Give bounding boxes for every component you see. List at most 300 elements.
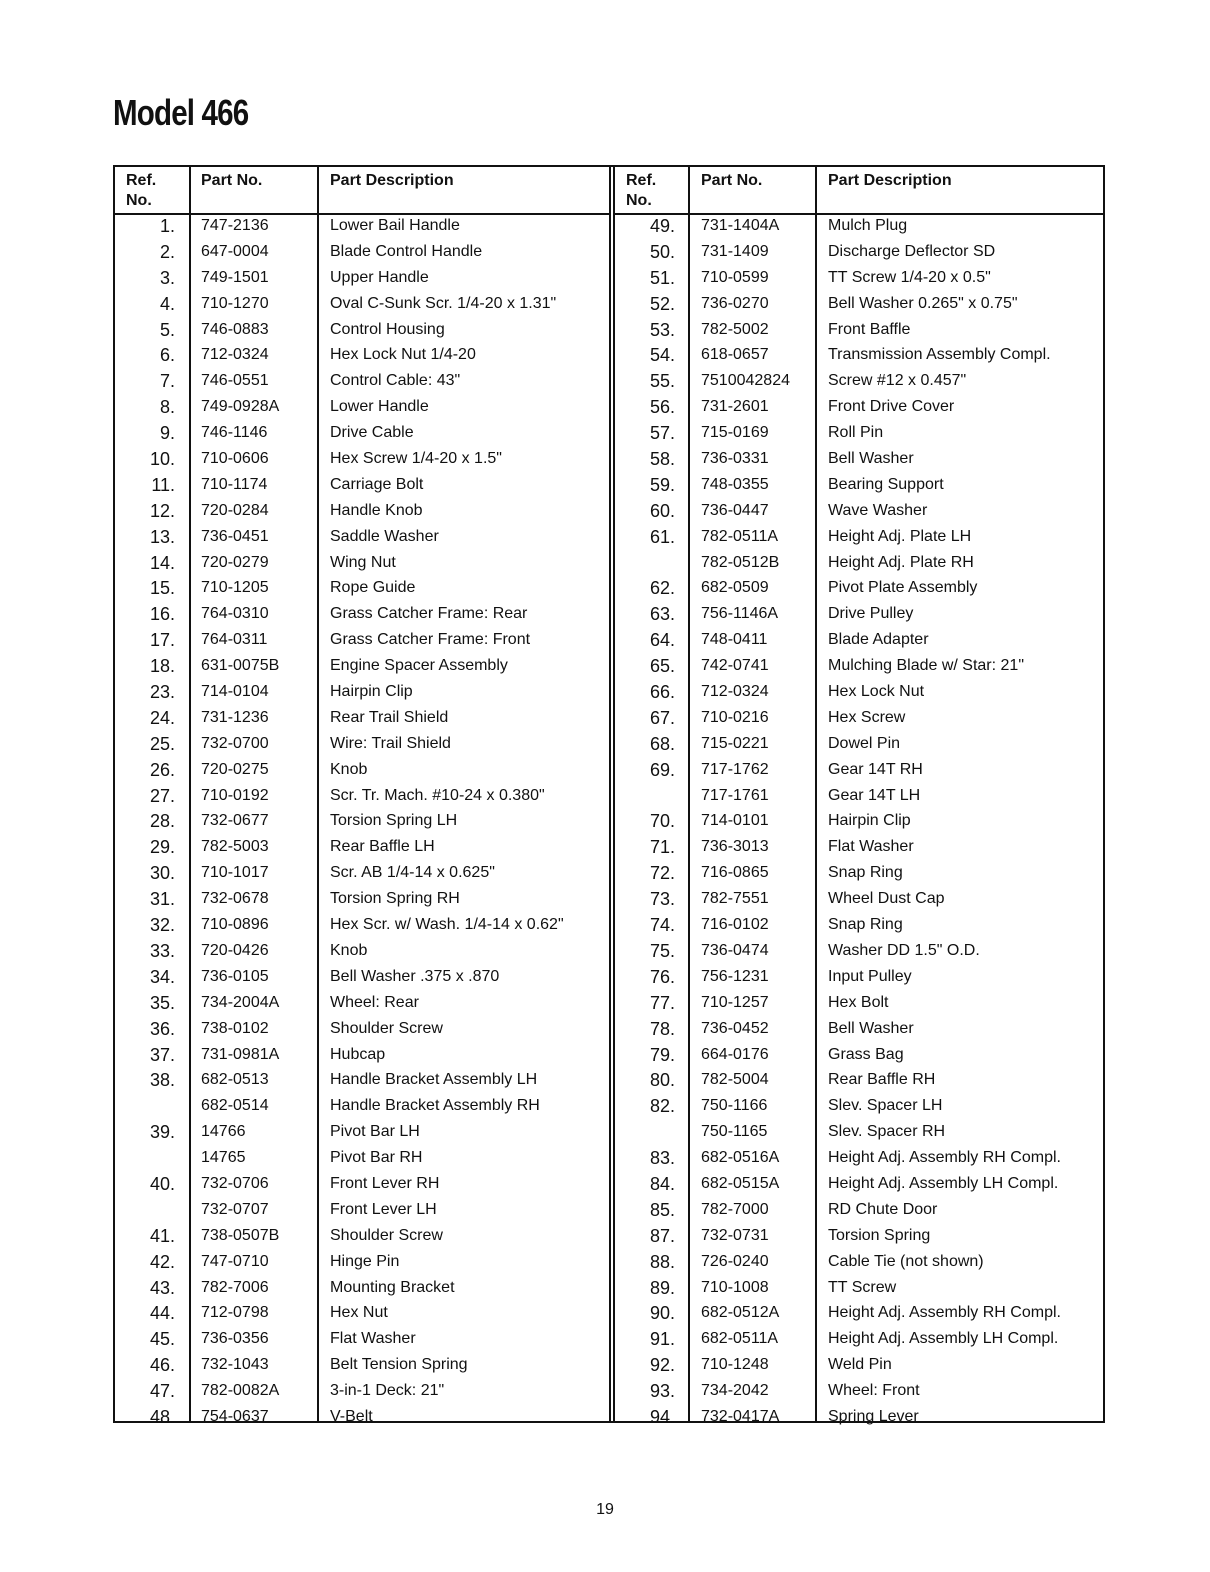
part-number: 764-0310 — [201, 605, 269, 623]
ref-number: 16. — [149, 604, 175, 625]
part-number: 732-0678 — [201, 890, 269, 908]
table-row — [615, 370, 1105, 396]
part-description: Weld Pin — [828, 1356, 892, 1374]
part-number: 710-0896 — [201, 916, 269, 934]
table-row — [615, 966, 1105, 992]
part-number: 731-1236 — [201, 708, 269, 726]
part-description: V-Belt — [330, 1407, 373, 1425]
part-number: 731-1404A — [701, 217, 780, 234]
part-number: 746-0883 — [201, 320, 269, 338]
part-description: Wing Nut — [330, 553, 396, 571]
part-description: Height Adj. Assembly RH Compl. — [828, 1304, 1061, 1322]
part-number: 717-1762 — [701, 760, 769, 778]
table-row — [115, 1302, 609, 1328]
table-row — [115, 267, 609, 293]
part-description: Scr. AB 1/4-14 x 0.625" — [330, 864, 495, 882]
table-row — [615, 1069, 1105, 1095]
ref-number: 83. — [649, 1148, 675, 1169]
part-number: 710-0216 — [701, 708, 769, 726]
part-description: Rear Baffle RH — [828, 1071, 936, 1089]
part-description: Hinge Pin — [330, 1252, 400, 1270]
ref-number: 10. — [149, 449, 175, 470]
ref-number: 1. — [159, 216, 175, 236]
table-row — [115, 888, 609, 914]
part-number: 747-0710 — [201, 1252, 269, 1270]
part-description: Carriage Bolt — [330, 475, 424, 493]
table-row — [615, 759, 1105, 785]
table-row — [115, 1018, 609, 1044]
part-description: Scr. Tr. Mach. #10-24 x 0.380" — [330, 786, 545, 804]
part-description: Wire: Trail Shield — [330, 734, 451, 752]
ref-number: 67. — [649, 707, 675, 728]
table-row — [115, 992, 609, 1018]
part-number: 749-1501 — [201, 268, 269, 286]
part-description: Dowel Pin — [828, 734, 901, 752]
part-number: 756-1146A — [701, 605, 779, 623]
part-number: 710-1008 — [701, 1278, 769, 1296]
part-description: Bell Washer — [828, 1019, 914, 1037]
ref-number: 26. — [149, 759, 175, 780]
parts-table — [113, 165, 1105, 1427]
part-number: 720-0279 — [201, 553, 269, 571]
part-description: Bell Washer 0.265" x 0.75" — [828, 294, 1018, 312]
part-number: 710-1205 — [201, 579, 269, 597]
part-description: Hex Scr. w/ Wash. 1/4-14 x 0.62" — [330, 916, 564, 934]
part-number: 782-7551 — [701, 890, 769, 908]
ref-number: 49. — [649, 216, 675, 236]
part-number: 714-0101 — [701, 812, 769, 830]
ref-number: 38. — [149, 1070, 175, 1091]
part-number: 736-0105 — [201, 967, 269, 985]
table-row — [615, 1302, 1105, 1328]
part-description: Hex Lock Nut 1/4-20 — [330, 346, 476, 364]
part-number: 682-0511A — [701, 1330, 779, 1348]
table-row — [615, 396, 1105, 422]
part-description: Height Adj. Assembly LH Compl. — [828, 1174, 1059, 1192]
table-row — [115, 1044, 609, 1070]
part-number: 782-0082A — [201, 1382, 280, 1400]
ref-number: 46. — [149, 1355, 175, 1376]
table-row — [115, 319, 609, 345]
part-number: 746-1146 — [201, 424, 268, 442]
header-ref-line1: Ref. — [126, 172, 157, 189]
part-number: 731-2601 — [701, 398, 769, 416]
ref-number: 33. — [149, 940, 175, 961]
ref-number: 82. — [649, 1096, 675, 1117]
part-description: Control Housing — [330, 320, 445, 338]
part-description: Height Adj. Plate RH — [828, 553, 974, 571]
part-number: 732-0706 — [201, 1174, 269, 1192]
part-description: Gear 14T RH — [828, 760, 923, 778]
part-description: Mounting Bracket — [330, 1278, 455, 1296]
ref-number: 37. — [149, 1044, 175, 1065]
table-row — [615, 422, 1105, 448]
ref-number: 73. — [649, 889, 675, 910]
part-description: Handle Bracket Assembly RH — [330, 1097, 540, 1115]
part-number: 716-0102 — [701, 916, 769, 934]
ref-number: 78. — [649, 1018, 675, 1039]
ref-number: 2. — [159, 241, 175, 262]
part-number: 782-5002 — [701, 320, 769, 338]
ref-number: 44. — [149, 1303, 175, 1324]
part-number: 710-1017 — [201, 864, 269, 882]
part-number: 782-7006 — [201, 1278, 269, 1296]
ref-number: 23. — [149, 682, 175, 703]
part-number: 754-0637 — [201, 1407, 269, 1425]
part-number: 747-2136 — [201, 217, 269, 234]
part-number: 14766 — [201, 1123, 246, 1141]
part-description: Cable Tie (not shown) — [828, 1252, 984, 1270]
part-number: 726-0240 — [701, 1252, 769, 1270]
parts-table-right-half — [613, 167, 1105, 1427]
part-number: 749-0928A — [201, 398, 280, 416]
table-row — [115, 810, 609, 836]
ref-number: 6. — [159, 345, 175, 366]
part-number: 782-5003 — [201, 838, 269, 856]
part-description: Drive Cable — [330, 424, 414, 442]
part-number: 742-0741 — [701, 657, 769, 675]
part-number: 682-0513 — [201, 1071, 269, 1089]
part-number: 664-0176 — [701, 1045, 769, 1063]
part-description: Shoulder Screw — [330, 1226, 443, 1244]
part-description: Control Cable: 43" — [330, 372, 461, 390]
table-row — [115, 1069, 609, 1095]
table-row — [115, 785, 609, 811]
part-number: 782-5004 — [701, 1071, 769, 1089]
part-number: 736-0451 — [201, 527, 269, 545]
page-title: Model 466 — [113, 92, 249, 133]
ref-number: 4. — [159, 293, 175, 314]
table-row — [615, 1147, 1105, 1173]
part-number: 647-0004 — [201, 242, 269, 260]
part-description: Bell Washer .375 x .870 — [330, 967, 500, 985]
table-row — [115, 1277, 609, 1303]
table-row — [615, 1354, 1105, 1380]
ref-number: 8. — [159, 397, 175, 418]
ref-number: 39. — [149, 1122, 175, 1143]
part-description: Snap Ring — [828, 916, 903, 934]
ref-number: 48. — [149, 1406, 175, 1427]
part-description: Front Lever LH — [330, 1200, 437, 1218]
header-description: Part Description — [330, 172, 454, 189]
part-description: 3-in-1 Deck: 21" — [330, 1382, 445, 1400]
table-row — [115, 707, 609, 733]
page-number: 19 — [596, 1501, 614, 1518]
table-row — [615, 500, 1105, 526]
ref-number: 34. — [149, 966, 175, 987]
ref-number: 5. — [159, 319, 175, 340]
table-body-right — [615, 215, 1105, 1432]
table-row — [615, 785, 1105, 811]
ref-number: 53. — [649, 319, 675, 340]
part-description: Front Lever RH — [330, 1174, 440, 1192]
table-row — [615, 733, 1105, 759]
table-row — [615, 1173, 1105, 1199]
table-row — [115, 1199, 609, 1225]
ref-number: 15. — [149, 578, 175, 599]
table-row — [615, 629, 1105, 655]
table-row — [115, 1328, 609, 1354]
table-row — [615, 1018, 1105, 1044]
part-number: 764-0311 — [201, 631, 268, 649]
part-number: 720-0275 — [201, 760, 269, 778]
part-description: Pivot Bar LH — [330, 1123, 420, 1141]
part-description: Handle Knob — [330, 501, 423, 519]
header-ref-line2: No. — [126, 192, 152, 209]
part-description: Mulch Plug — [828, 217, 908, 234]
part-description: Lower Handle — [330, 398, 429, 416]
ref-number: 13. — [149, 526, 175, 547]
part-number: 748-0411 — [701, 631, 768, 649]
part-description: Height Adj. Plate LH — [828, 527, 972, 545]
table-row — [115, 448, 609, 474]
table-row — [115, 603, 609, 629]
part-number: 734-2042 — [701, 1382, 769, 1400]
table-row — [615, 1199, 1105, 1225]
part-number: 710-1174 — [201, 475, 268, 493]
ref-number: 71. — [649, 837, 675, 858]
part-description: Mulching Blade w/ Star: 21" — [828, 657, 1024, 675]
table-row — [615, 1121, 1105, 1147]
part-number: 710-0599 — [701, 268, 769, 286]
part-description: Wheel: Rear — [330, 993, 419, 1011]
ref-number: 42. — [149, 1251, 175, 1272]
part-description: Height Adj. Assembly RH Compl. — [828, 1149, 1061, 1167]
table-row — [615, 1328, 1105, 1354]
ref-number: 25. — [149, 733, 175, 754]
table-row — [115, 759, 609, 785]
table-row — [115, 681, 609, 707]
ref-number: 55. — [649, 371, 675, 392]
part-number: 734-2004A — [201, 993, 280, 1011]
table-row — [115, 914, 609, 940]
part-number: 618-0657 — [701, 346, 769, 364]
table-row — [615, 577, 1105, 603]
part-description: Discharge Deflector SD — [828, 242, 996, 260]
part-description: Pivot Plate Assembly — [828, 579, 978, 597]
part-number: 738-0102 — [201, 1019, 269, 1037]
ref-number: 17. — [149, 630, 175, 651]
part-number: 715-0169 — [701, 424, 769, 442]
part-description: Rear Trail Shield — [330, 708, 449, 726]
table-row — [115, 966, 609, 992]
part-number: 782-7000 — [701, 1200, 769, 1218]
part-number: 732-0417A — [701, 1407, 780, 1425]
table-row — [115, 1380, 609, 1406]
ref-number: 43. — [149, 1277, 175, 1298]
part-description: Hex Nut — [330, 1304, 388, 1322]
part-description: RD Chute Door — [828, 1200, 938, 1218]
ref-number: 92. — [649, 1355, 675, 1376]
part-description: Pivot Bar RH — [330, 1149, 423, 1167]
part-description: TT Screw — [828, 1278, 897, 1296]
ref-number: 77. — [649, 992, 675, 1013]
table-row — [115, 940, 609, 966]
part-number: 682-0512A — [701, 1304, 780, 1322]
table-row — [615, 344, 1105, 370]
ref-number: 64. — [649, 630, 675, 651]
table-row — [115, 552, 609, 578]
part-number: 756-1231 — [701, 967, 769, 985]
part-description: Rear Baffle LH — [330, 838, 435, 856]
table-row — [615, 914, 1105, 940]
part-number: 710-1248 — [701, 1356, 769, 1374]
part-number: 712-0324 — [701, 683, 769, 701]
ref-number: 50. — [649, 241, 675, 262]
table-row — [615, 1380, 1105, 1406]
ref-number: 63. — [649, 604, 675, 625]
part-number: 731-1409 — [701, 242, 769, 260]
table-row — [615, 293, 1105, 319]
ref-number: 91. — [649, 1329, 675, 1350]
ref-number: 79. — [649, 1044, 675, 1065]
table-row — [115, 1406, 609, 1432]
part-description: Transmission Assembly Compl. — [828, 346, 1051, 364]
part-description: Grass Catcher Frame: Front — [330, 631, 531, 649]
table-row — [615, 1277, 1105, 1303]
part-description: Torsion Spring RH — [330, 890, 460, 908]
part-description: Snap Ring — [828, 864, 903, 882]
ref-number: 52. — [649, 293, 675, 314]
table-row — [115, 293, 609, 319]
ref-number: 69. — [649, 759, 675, 780]
table-row — [615, 215, 1105, 241]
part-number: 736-0331 — [701, 450, 769, 468]
part-description: Hex Lock Nut — [828, 683, 925, 701]
table-row — [115, 1173, 609, 1199]
part-number: 682-0516A — [701, 1149, 780, 1167]
header-description: Part Description — [828, 172, 952, 189]
ref-number: 32. — [149, 915, 175, 936]
part-number: 736-3013 — [701, 838, 769, 856]
part-number: 732-0677 — [201, 812, 269, 830]
part-number: 731-0981A — [201, 1045, 280, 1063]
ref-number: 51. — [649, 267, 675, 288]
part-number: 717-1761 — [701, 786, 769, 804]
part-description: Torsion Spring — [828, 1226, 931, 1244]
ref-number: 75. — [649, 940, 675, 961]
part-number: 750-1165 — [701, 1123, 768, 1141]
ref-number: 11. — [151, 474, 175, 495]
part-number: 682-0514 — [201, 1097, 269, 1115]
table-row — [115, 526, 609, 552]
part-description: Hex Bolt — [828, 993, 889, 1011]
ref-number: 62. — [649, 578, 675, 599]
ref-number: 30. — [149, 863, 175, 884]
ref-number: 84. — [649, 1173, 675, 1194]
table-row — [115, 344, 609, 370]
part-description: Blade Control Handle — [330, 242, 483, 260]
header-ref-line1: Ref. — [626, 172, 657, 189]
ref-number: 9. — [159, 423, 175, 444]
part-number: 736-0474 — [701, 941, 769, 959]
part-number: 712-0324 — [201, 346, 269, 364]
part-number: 736-0356 — [201, 1330, 269, 1348]
part-description: Wheel: Front — [828, 1382, 920, 1400]
part-description: Engine Spacer Assembly — [330, 657, 508, 675]
ref-number: 14. — [149, 552, 175, 573]
table-row — [615, 448, 1105, 474]
part-description: Bell Washer — [828, 450, 914, 468]
part-description: Hex Screw 1/4-20 x 1.5" — [330, 450, 502, 468]
table-row — [115, 1354, 609, 1380]
table-row — [115, 655, 609, 681]
header-ref-line2: No. — [626, 192, 652, 209]
table-row — [615, 940, 1105, 966]
part-number: 710-1257 — [701, 993, 769, 1011]
table-row — [615, 1251, 1105, 1277]
part-number: 732-0707 — [201, 1200, 269, 1218]
part-number: 7510042824 — [701, 372, 790, 390]
ref-number: 31. — [149, 889, 175, 910]
table-row — [115, 422, 609, 448]
ref-number: 88. — [649, 1251, 675, 1272]
part-number: 746-0551 — [201, 372, 269, 390]
ref-number: 94. — [649, 1406, 675, 1427]
part-description: Height Adj. Assembly LH Compl. — [828, 1330, 1059, 1348]
ref-number: 87. — [649, 1225, 675, 1246]
ref-number: 74. — [649, 915, 675, 936]
part-description: Spring Lever — [828, 1407, 919, 1425]
part-description: Knob — [330, 941, 368, 959]
table-row — [115, 1121, 609, 1147]
part-description: Shoulder Screw — [330, 1019, 443, 1037]
ref-number: 58. — [649, 449, 675, 470]
part-description: Drive Pulley — [828, 605, 914, 623]
table-row — [115, 215, 609, 241]
part-number: 750-1166 — [701, 1097, 768, 1115]
part-description: TT Screw 1/4-20 x 0.5" — [828, 268, 991, 286]
table-row — [115, 474, 609, 500]
table-row — [615, 474, 1105, 500]
ref-number: 80. — [649, 1070, 675, 1091]
part-description: Lower Bail Handle — [330, 217, 460, 234]
part-number: 682-0515A — [701, 1174, 780, 1192]
table-row — [115, 1147, 609, 1173]
table-row — [615, 526, 1105, 552]
ref-number: 72. — [649, 863, 675, 884]
ref-number: 68. — [649, 733, 675, 754]
part-description: Saddle Washer — [330, 527, 439, 545]
part-number: 782-0511A — [701, 527, 779, 545]
table-row — [615, 552, 1105, 578]
part-description: Front Drive Cover — [828, 398, 955, 416]
table-row — [615, 1044, 1105, 1070]
table-row — [115, 862, 609, 888]
part-number: 720-0284 — [201, 501, 269, 519]
ref-number: 65. — [649, 656, 675, 677]
ref-number: 70. — [649, 811, 675, 832]
table-row — [115, 241, 609, 267]
table-row — [615, 1406, 1105, 1432]
ref-number: 59. — [649, 474, 675, 495]
part-description: Belt Tension Spring — [330, 1356, 468, 1374]
table-row — [115, 500, 609, 526]
table-row — [615, 888, 1105, 914]
header-part-no: Part No. — [201, 172, 263, 189]
table-row — [615, 810, 1105, 836]
ref-number: 93. — [649, 1381, 675, 1402]
ref-number: 54. — [649, 345, 675, 366]
ref-number: 76. — [649, 966, 675, 987]
part-description: Hex Screw — [828, 708, 906, 726]
part-number: 738-0507B — [201, 1226, 280, 1244]
part-description: Gear 14T LH — [828, 786, 921, 804]
part-description: Oval C-Sunk Scr. 1/4-20 x 1.31" — [330, 294, 557, 312]
ref-number: 36. — [149, 1018, 175, 1039]
table-row — [615, 862, 1105, 888]
part-description: Washer DD 1.5" O.D. — [828, 941, 980, 959]
